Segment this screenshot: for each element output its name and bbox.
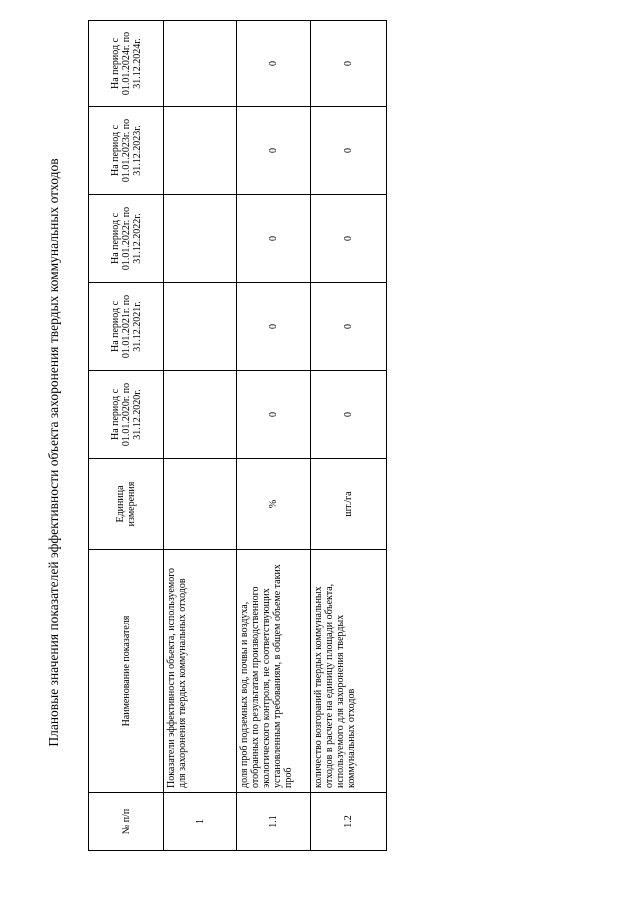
row-unit: шт./га: [311, 459, 387, 550]
row-value: 0: [311, 107, 387, 195]
header-name: Наименование показателя: [89, 550, 164, 793]
row-value: 0: [237, 195, 311, 283]
row-name: доля проб подземных вод, почвы и воздуха, отобранных по результатам производственного экологического контроля, не соответствующих установленным требованиям, в общем объеме таких проб: [237, 550, 311, 793]
indicators-table: [88, 20, 387, 851]
document-title: Плановые значения показателей эффективности объекта захоронения твердых коммунальных отходов: [46, 158, 61, 747]
row-value: 0: [237, 371, 311, 459]
header-period-2024: На период с 01.01.2024г. по 31.12.2024г.: [89, 21, 164, 107]
table-row: [164, 21, 237, 851]
row-value: [164, 283, 237, 371]
row-unit: %: [237, 459, 311, 550]
row-value: 0: [311, 371, 387, 459]
row-value: [164, 195, 237, 283]
row-num: 1: [164, 793, 237, 851]
row-name: количество возгораний твердых коммунальных отходов в расчете на единицу площади объекта, используемого для захоронения твердых коммунальных отходов: [311, 550, 387, 793]
row-value: [164, 107, 237, 195]
header-period-2020: На период с 01.01.2020г. по 31.12.2020г.: [89, 371, 164, 459]
row-value: 0: [237, 283, 311, 371]
row-unit: [164, 459, 237, 550]
row-value: 0: [237, 107, 311, 195]
row-value: [164, 371, 237, 459]
row-value: 0: [311, 21, 387, 107]
table-row: [311, 21, 387, 851]
row-value: 0: [237, 21, 311, 107]
row-value: 0: [311, 283, 387, 371]
row-num: 1.1: [237, 793, 311, 851]
row-value: [164, 21, 237, 107]
header-unit: Единица измерения: [89, 459, 164, 550]
row-value: 0: [311, 195, 387, 283]
row-num: 1.2: [311, 793, 387, 851]
header-period-2022: На период с 01.01.2022г. по 31.12.2022г.: [89, 195, 164, 283]
table-header-row: [89, 21, 164, 851]
header-num: № п/п: [89, 793, 164, 851]
row-name: Показатели эффективности объекта, используемого для захоронения твердых коммунальных отходов: [164, 550, 237, 793]
header-period-2023: На период с 01.01.2023г. по 31.12.2023г.: [89, 107, 164, 195]
header-period-2021: На период с 01.01.2021г. по 31.12.2021г.: [89, 283, 164, 371]
table-row: [237, 21, 311, 851]
